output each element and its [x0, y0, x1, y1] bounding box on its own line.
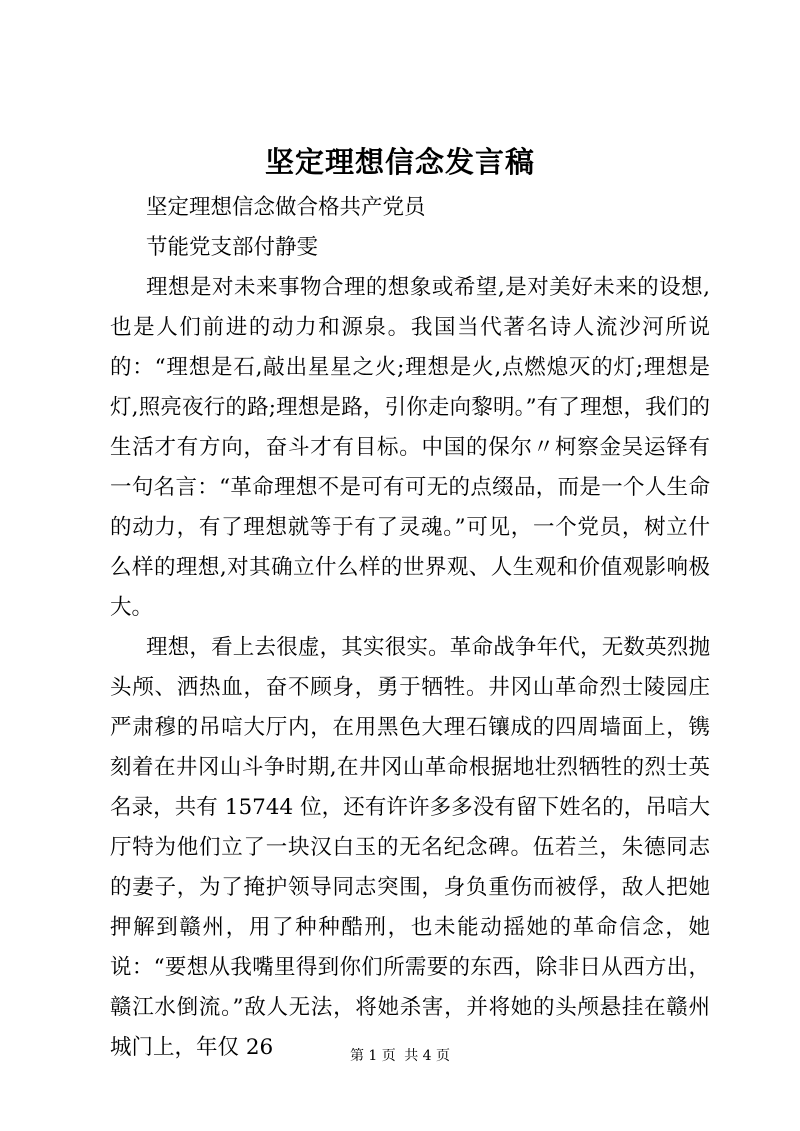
document-author: 节能党支部付静雯	[146, 235, 319, 260]
document-title: 坚定理想信念发言稿	[264, 145, 535, 179]
page-count: 共 4 页	[404, 1048, 451, 1064]
paragraph: 理想，看上去很虚，其实很实。革命战争年代，无数英烈抛头颅、洒热血，奋不顾身，勇于牺牲。井冈山革命烈士陵园庄严肃穆的吊唁大厅内，在用黑色大理石镶成的四周墙面上，镌刻着在井冈山斗争时期,在井冈山革命根据地壮烈牺牲的烈士英名录，共有 15744 位，还有许许多多没有留下姓名的，吊唁大厅特为他们立了一块汉白玉的无名纪念碑。伍若兰，朱德同志的妻子，为了掩护领导同志突围，身负重伤而被俘，敌人把她押解到赣州，用了种种酷刑，也未能动摇她的革命信念，她说：“要想从我嘴里得到你们所需要的东西，除非日从西方出，赣江水倒流。”敌人无法，将她杀害，并将她的头颅悬挂在赣州城门上，年仅 26	[110, 635, 710, 1060]
page-number: 第 1 页	[349, 1048, 396, 1064]
document-subtitle: 坚定理想信念做合格共产党员	[146, 195, 426, 220]
paragraph: 理想是对未来事物合理的想象或希望,是对美好未来的设想,也是人们前进的动力和源泉。我国当代著名诗人流沙河所说的：“理想是石,敲出星星之火;理想是火,点燃熄灭的灯;理想是灯,照亮夜行的路;理想是路，引你走向黎明。”有了理想，我们的生活才有方向，奋斗才有目标。中国的保尔〃柯察金吴运铎有一句名言：“革命理想不是可有可无的点缀品，而是一个人生命的动力，有了理想就等于有了灵魂。”可见，一个党员，树立什么样的理想,对其确立什么样的世界观、人生观和价值观影响极大。	[110, 275, 710, 620]
page-footer	[0, 1046, 800, 1066]
